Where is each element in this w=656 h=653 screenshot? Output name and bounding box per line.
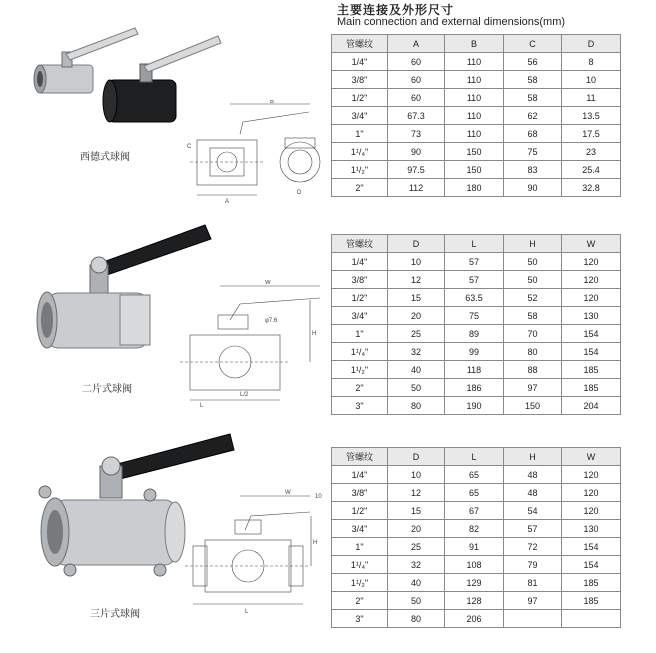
table-cell: 150 — [504, 397, 562, 415]
table-cell: 25 — [388, 538, 445, 556]
table-row — [332, 610, 621, 628]
dim-label-10: 10 — [315, 494, 322, 500]
table-cell: 68 — [504, 125, 562, 143]
table-cell: 72 — [504, 538, 562, 556]
table-cell: 89 — [445, 325, 504, 343]
table-row — [332, 592, 621, 610]
table-header-cell: 管螺纹 — [332, 35, 388, 53]
table-row — [332, 253, 621, 271]
table-cell: 75 — [445, 307, 504, 325]
table-header-cell: H — [504, 235, 562, 253]
table-cell: 57 — [445, 271, 504, 289]
table-cell: 97.5 — [388, 161, 445, 179]
table-row — [332, 71, 621, 89]
table-row — [332, 289, 621, 307]
table-cell: 17.5 — [562, 125, 621, 143]
table-cell: 88 — [504, 361, 562, 379]
table-cell: 12 — [388, 271, 445, 289]
section-title-cn: 主要连接及外形尺寸 — [337, 3, 455, 17]
table-header-cell: H — [504, 448, 562, 466]
table-row — [332, 161, 621, 179]
table-cell: 3" — [332, 397, 388, 415]
table-cell: 32 — [388, 343, 445, 361]
table-header-cell: A — [388, 35, 445, 53]
table-cell: 58 — [504, 71, 562, 89]
table-cell: 110 — [445, 89, 504, 107]
table-cell: 10 — [562, 71, 621, 89]
table-cell: 20 — [388, 307, 445, 325]
table-cell: 1" — [332, 538, 388, 556]
table-cell: 99 — [445, 343, 504, 361]
table-cell: 128 — [445, 592, 504, 610]
dim-label-c: C — [187, 144, 192, 150]
table-cell: 40 — [388, 361, 445, 379]
table-header-row — [332, 448, 621, 466]
dim-label-l: L — [245, 609, 249, 615]
table-cell: 50 — [504, 271, 562, 289]
german-valve-caption: 西德式球阀 — [80, 152, 130, 163]
dim-label-h: H — [312, 331, 317, 337]
table-row — [332, 466, 621, 484]
table-row — [332, 89, 621, 107]
dim-label-h: H — [313, 540, 318, 546]
table-cell: 90 — [504, 179, 562, 197]
table-cell: 1/4" — [332, 253, 388, 271]
table-cell: 10 — [388, 466, 445, 484]
table-cell: 154 — [562, 556, 621, 574]
table-cell: 3" — [332, 610, 388, 628]
table-row — [332, 397, 621, 415]
table-cell: 50 — [388, 379, 445, 397]
three-piece-valve-caption: 三片式球阀 — [90, 609, 140, 620]
table-row — [332, 520, 621, 538]
dimension-table-three-piece — [331, 447, 621, 628]
table-cell: 79 — [504, 556, 562, 574]
table-row — [332, 307, 621, 325]
table-cell: 1/2" — [332, 502, 388, 520]
table-cell: 154 — [562, 538, 621, 556]
three-piece-valve-drawing — [185, 488, 330, 618]
table-cell: 80 — [504, 343, 562, 361]
table-cell: 60 — [388, 53, 445, 71]
table-cell: 2" — [332, 179, 388, 197]
table-header-cell: L — [445, 235, 504, 253]
table-cell: 154 — [562, 325, 621, 343]
dim-label-phi: φ7.6 — [265, 318, 278, 324]
table-cell: 48 — [504, 466, 562, 484]
table-cell — [504, 610, 562, 628]
table-cell: 81 — [504, 574, 562, 592]
table-cell — [562, 610, 621, 628]
table-cell: 65 — [445, 484, 504, 502]
table-cell: 97 — [504, 379, 562, 397]
table-cell: 25 — [388, 325, 445, 343]
table-cell: 20 — [388, 520, 445, 538]
table-cell: 120 — [562, 271, 621, 289]
table-cell: 1" — [332, 125, 388, 143]
table-cell: 3/4" — [332, 520, 388, 538]
table-row — [332, 107, 621, 125]
dim-label-l: L — [200, 403, 204, 409]
table-cell: 120 — [562, 289, 621, 307]
table-header-cell: 管螺纹 — [332, 448, 388, 466]
table-cell: 83 — [504, 161, 562, 179]
table-cell: 1/4" — [332, 53, 388, 71]
table-cell: 110 — [445, 53, 504, 71]
table-cell: 40 — [388, 574, 445, 592]
table-cell: 3/8" — [332, 71, 388, 89]
table-cell: 110 — [445, 125, 504, 143]
table-cell: 1¹/₂" — [332, 574, 388, 592]
table-cell: 60 — [388, 71, 445, 89]
table-cell: 13.5 — [562, 107, 621, 125]
table-cell: 180 — [445, 179, 504, 197]
table-cell: 57 — [445, 253, 504, 271]
table-row — [332, 379, 621, 397]
table-header-cell: D — [388, 448, 445, 466]
dim-label-l-half: L/2 — [240, 392, 249, 398]
table-cell: 50 — [388, 592, 445, 610]
table-cell: 108 — [445, 556, 504, 574]
table-row — [332, 53, 621, 71]
table-cell: 1/2" — [332, 289, 388, 307]
table-cell: 70 — [504, 325, 562, 343]
table-cell: 150 — [445, 161, 504, 179]
table-cell: 8 — [562, 53, 621, 71]
table-cell: 58 — [504, 307, 562, 325]
table-cell: 15 — [388, 502, 445, 520]
table-cell: 60 — [388, 89, 445, 107]
table-cell: 185 — [562, 379, 621, 397]
table-cell: 80 — [388, 610, 445, 628]
table-cell: 130 — [562, 520, 621, 538]
table-cell: 1¹/₂" — [332, 161, 388, 179]
table-cell: 185 — [562, 361, 621, 379]
table-header-cell: D — [562, 35, 621, 53]
table-row — [332, 143, 621, 161]
table-header-cell: B — [445, 35, 504, 53]
dim-label-b: B — [270, 100, 275, 105]
table-cell: 185 — [562, 574, 621, 592]
table-header-row — [332, 35, 621, 53]
dimension-table-german — [331, 34, 621, 197]
table-cell: 130 — [562, 307, 621, 325]
table-cell: 23 — [562, 143, 621, 161]
table-row — [332, 271, 621, 289]
table-cell: 185 — [562, 592, 621, 610]
table-header-cell: C — [504, 35, 562, 53]
table-cell: 65 — [445, 466, 504, 484]
table-cell: 73 — [388, 125, 445, 143]
dim-label-a: A — [225, 199, 230, 205]
dimension-table-two-piece — [331, 234, 621, 415]
table-row — [332, 325, 621, 343]
table-cell: 120 — [562, 253, 621, 271]
table-cell: 3/8" — [332, 271, 388, 289]
table-cell: 154 — [562, 343, 621, 361]
table-cell: 25.4 — [562, 161, 621, 179]
table-cell: 3/8" — [332, 484, 388, 502]
table-cell: 120 — [562, 484, 621, 502]
table-header-cell: W — [562, 448, 621, 466]
table-cell: 63.5 — [445, 289, 504, 307]
table-cell: 129 — [445, 574, 504, 592]
table-header-row — [332, 235, 621, 253]
table-cell: 1¹/₄" — [332, 343, 388, 361]
table-cell: 2" — [332, 592, 388, 610]
table-cell: 50 — [504, 253, 562, 271]
table-cell: 91 — [445, 538, 504, 556]
table-cell: 2" — [332, 379, 388, 397]
table-cell: 32.8 — [562, 179, 621, 197]
dim-label-w: W — [285, 490, 291, 496]
table-header-cell: D — [388, 235, 445, 253]
table-cell: 10 — [388, 253, 445, 271]
table-cell: 80 — [388, 397, 445, 415]
table-cell: 3/4" — [332, 307, 388, 325]
table-cell: 56 — [504, 53, 562, 71]
table-header-cell: W — [562, 235, 621, 253]
table-cell: 48 — [504, 484, 562, 502]
table-cell: 118 — [445, 361, 504, 379]
dim-label-d: D — [297, 190, 302, 196]
two-piece-valve-drawing — [180, 280, 330, 410]
table-cell: 120 — [562, 466, 621, 484]
table-row — [332, 125, 621, 143]
table-cell: 110 — [445, 71, 504, 89]
table-cell: 1/4" — [332, 466, 388, 484]
german-valve-drawing — [185, 100, 330, 205]
section-title-en: Main connection and external dimensions(mm) — [337, 16, 566, 28]
table-header-cell: L — [445, 448, 504, 466]
table-cell: 112 — [388, 179, 445, 197]
table-cell: 120 — [562, 502, 621, 520]
table-cell: 62 — [504, 107, 562, 125]
table-cell: 186 — [445, 379, 504, 397]
table-row — [332, 538, 621, 556]
table-header-cell: 管螺纹 — [332, 235, 388, 253]
table-cell: 58 — [504, 89, 562, 107]
table-cell: 82 — [445, 520, 504, 538]
table-cell: 190 — [445, 397, 504, 415]
table-cell: 12 — [388, 484, 445, 502]
table-cell: 67.3 — [388, 107, 445, 125]
two-piece-valve-caption: 二片式球阀 — [82, 384, 132, 395]
table-cell: 67 — [445, 502, 504, 520]
table-cell: 90 — [388, 143, 445, 161]
table-cell: 206 — [445, 610, 504, 628]
table-row — [332, 179, 621, 197]
table-cell: 1¹/₄" — [332, 143, 388, 161]
table-cell: 54 — [504, 502, 562, 520]
table-row — [332, 361, 621, 379]
table-cell: 1¹/₂" — [332, 361, 388, 379]
table-cell: 57 — [504, 520, 562, 538]
table-cell: 15 — [388, 289, 445, 307]
table-cell: 32 — [388, 556, 445, 574]
table-row — [332, 484, 621, 502]
table-cell: 150 — [445, 143, 504, 161]
table-cell: 3/4" — [332, 107, 388, 125]
table-row — [332, 502, 621, 520]
dim-label-w: W — [265, 280, 271, 286]
table-cell: 11 — [562, 89, 621, 107]
table-cell: 75 — [504, 143, 562, 161]
table-row — [332, 574, 621, 592]
table-cell: 110 — [445, 107, 504, 125]
table-row — [332, 343, 621, 361]
table-cell: 97 — [504, 592, 562, 610]
table-cell: 204 — [562, 397, 621, 415]
table-cell: 1" — [332, 325, 388, 343]
table-cell: 1/2" — [332, 89, 388, 107]
table-row — [332, 556, 621, 574]
table-cell: 1¹/₄" — [332, 556, 388, 574]
table-cell: 52 — [504, 289, 562, 307]
